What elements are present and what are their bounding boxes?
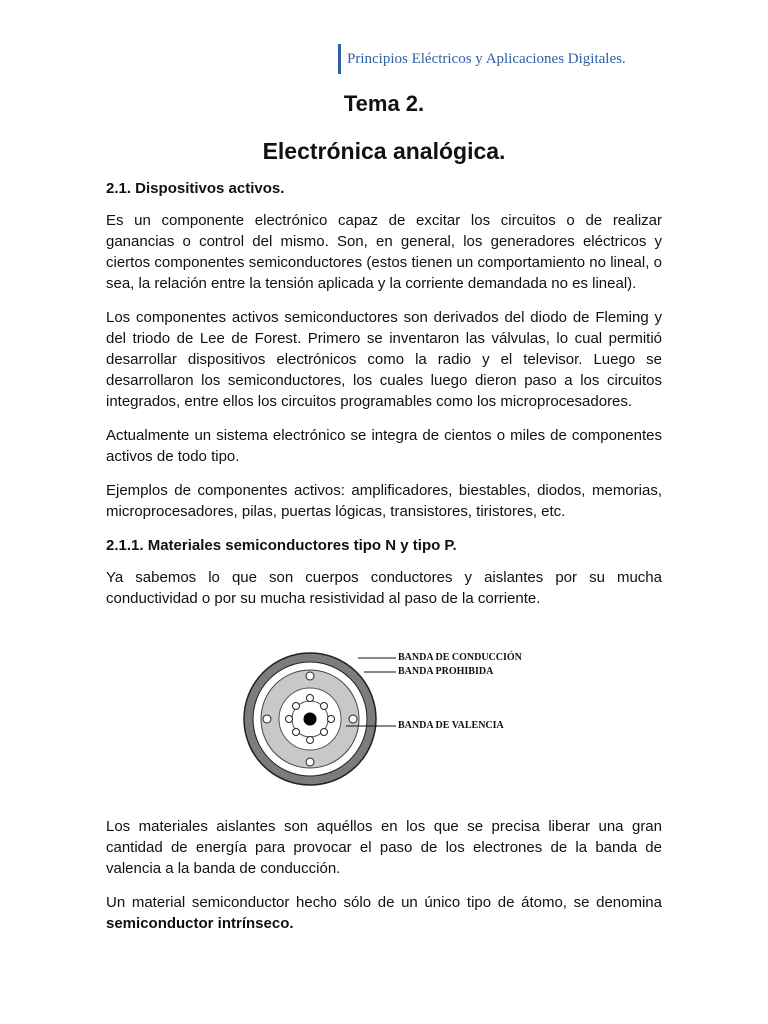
bold-term: semiconductor intrínseco. xyxy=(106,915,294,932)
paragraph-text: Un material semiconductor hecho sólo de un único tipo de átomo, se denomina xyxy=(106,894,662,911)
label-conduction-band: BANDA DE CONDUCCIÓN xyxy=(398,652,522,663)
electron xyxy=(307,737,314,744)
section-heading-2-1-1: 2.1.1. Materiales semiconductores tipo N y tipo P. xyxy=(106,537,457,554)
subject-title: Electrónica analógica. xyxy=(262,138,506,164)
electron xyxy=(307,695,314,702)
page-body xyxy=(106,178,662,934)
header-text: Principios Eléctricos y Aplicaciones Digitales. xyxy=(347,51,626,67)
paragraph: Ya sabemos lo que son cuerpos conductores y aislantes por su mucha conductividad o por su mucha resistividad al paso de la corriente. xyxy=(106,569,662,607)
label-valence-band: BANDA DE VALENCIA xyxy=(398,720,504,731)
running-header xyxy=(338,44,626,74)
paragraph: Ejemplos de componentes activos: amplificadores, biestables, diodos, memorias, microprocesadores, pilas, puertas lógicas, transistores, tiristores, etc. xyxy=(106,482,662,520)
electron xyxy=(293,729,300,736)
paragraph: Los materiales aislantes son aquéllos en los que se precisa liberar una gran cantidad de energía para provocar el paso de los electrones de la banda de valencia a la banda de conducción. xyxy=(106,818,662,877)
tema-title: Tema 2. xyxy=(343,91,425,116)
electron xyxy=(286,716,293,723)
paragraph: Los componentes activos semiconductores son derivados del diodo de Fleming y del triodo de Lee de Forest. Primero se inventaron las válvulas, lo cual permitió desarrollar dispositivos electrónicos como la radio y el televisor. Luego se desarrollaron los semiconductores, los cuales luego dieron paso a los circuitos integrados, entre ellos los circuitos programables como los microprocesadores. xyxy=(106,309,662,410)
nucleus-dot xyxy=(304,713,317,726)
paragraph: Es un componente electrónico capaz de excitar los circuitos o de realizar ganancias o control del mismo. Son, en general, los generadores eléctricos y ciertos componentes semiconductores (estos tienen un comportamiento no lineal, o sea, la relación entre la tensión aplicada y la corriente demandada no es lineal). xyxy=(106,212,662,292)
atom-band-diagram xyxy=(106,626,662,796)
atom-band-figure xyxy=(106,626,662,796)
paragraph xyxy=(106,892,662,934)
electron xyxy=(328,716,335,723)
section-heading-2-1: 2.1. Dispositivos activos. xyxy=(106,180,285,197)
label-forbidden-band: BANDA PROHIBIDA xyxy=(398,666,494,677)
paragraph: Actualmente un sistema electrónico se integra de cientos o miles de componentes activos de todo tipo. xyxy=(106,427,662,465)
electron xyxy=(293,703,300,710)
electron xyxy=(321,703,328,710)
electron xyxy=(349,715,357,723)
electron xyxy=(321,729,328,736)
electron xyxy=(306,672,314,680)
electron xyxy=(263,715,271,723)
electron xyxy=(306,758,314,766)
